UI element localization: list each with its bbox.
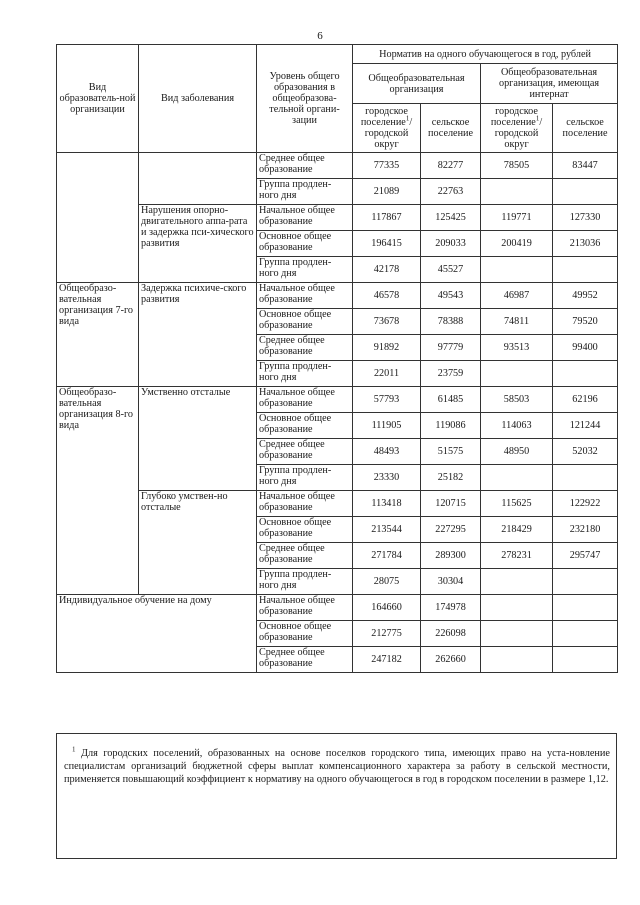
- value-cell: 278231: [481, 543, 553, 569]
- value-cell: 46578: [353, 283, 421, 309]
- level-cell: Группа продлен-ного дня: [257, 569, 353, 595]
- disease-cell: Умственно отсталые: [139, 387, 257, 491]
- disease-cell: [139, 153, 257, 205]
- footnote-ref: 1: [405, 114, 410, 123]
- header-urban-label: городское поселение: [360, 106, 408, 128]
- level-cell: Основное общее образование: [257, 621, 353, 647]
- value-cell: 42178: [353, 257, 421, 283]
- level-cell: Основное общее образование: [257, 413, 353, 439]
- value-cell: [553, 179, 618, 205]
- level-cell: Начальное общее образование: [257, 491, 353, 517]
- value-cell: 115625: [481, 491, 553, 517]
- value-cell: 91892: [353, 335, 421, 361]
- org-cell: [57, 153, 139, 283]
- value-cell: 289300: [421, 543, 481, 569]
- header-rural-boarding: сельское поселение: [553, 104, 618, 153]
- footnote-ref: 1: [535, 114, 540, 123]
- value-cell: 200419: [481, 231, 553, 257]
- value-cell: 213036: [553, 231, 618, 257]
- value-cell: [553, 647, 618, 673]
- level-cell: Среднее общее образование: [257, 543, 353, 569]
- level-cell: Среднее общее образование: [257, 153, 353, 179]
- page-number: 6: [317, 30, 323, 42]
- header-disease-type: Вид заболевания: [139, 45, 257, 153]
- value-cell: 212775: [353, 621, 421, 647]
- value-cell: 271784: [353, 543, 421, 569]
- value-cell: [553, 257, 618, 283]
- value-cell: 30304: [421, 569, 481, 595]
- level-cell: Начальное общее образование: [257, 283, 353, 309]
- value-cell: 83447: [553, 153, 618, 179]
- value-cell: 52032: [553, 439, 618, 465]
- level-cell: Начальное общее образование: [257, 205, 353, 231]
- value-cell: 226098: [421, 621, 481, 647]
- level-cell: Среднее общее образование: [257, 439, 353, 465]
- value-cell: 25182: [421, 465, 481, 491]
- table-row: [57, 387, 618, 413]
- header-urban-suffix: / городской округ: [364, 117, 413, 150]
- value-cell: 78505: [481, 153, 553, 179]
- value-cell: 97779: [421, 335, 481, 361]
- value-cell: 61485: [421, 387, 481, 413]
- value-cell: 295747: [553, 543, 618, 569]
- level-cell: Группа продлен-ного дня: [257, 179, 353, 205]
- value-cell: 28075: [353, 569, 421, 595]
- value-cell: 22011: [353, 361, 421, 387]
- value-cell: [481, 621, 553, 647]
- level-cell: Среднее общее образование: [257, 335, 353, 361]
- header-norm: Норматив на одного обучающегося в год, рублей: [353, 45, 618, 64]
- value-cell: 77335: [353, 153, 421, 179]
- disease-cell: Задержка психиче-ского развития: [139, 283, 257, 387]
- value-cell: 111905: [353, 413, 421, 439]
- value-cell: 218429: [481, 517, 553, 543]
- level-cell: Группа продлен-ного дня: [257, 361, 353, 387]
- value-cell: 196415: [353, 231, 421, 257]
- value-cell: [481, 257, 553, 283]
- value-cell: [553, 361, 618, 387]
- level-cell: Начальное общее образование: [257, 387, 353, 413]
- value-cell: 48493: [353, 439, 421, 465]
- header-boarding-org: Общеобразовательная организация, имеющая интернат: [481, 64, 618, 104]
- value-cell: [481, 465, 553, 491]
- footnote-text: Для городских поселений, образованных на основе поселков городского типа, имеющих право на уста-новление специалистам организаций бюджетной сферы выплат компенсационного характера за работу в сельской местности, применяется повышающий коэффициент к нормативу на одного обучающегося в год в городском поселении в размере 1,12.: [64, 748, 610, 786]
- value-cell: 51575: [421, 439, 481, 465]
- table-row: [57, 283, 618, 309]
- header-urban-boarding: [481, 104, 553, 153]
- value-cell: 45527: [421, 257, 481, 283]
- value-cell: 119086: [421, 413, 481, 439]
- value-cell: [481, 361, 553, 387]
- level-cell: Группа продлен-ного дня: [257, 257, 353, 283]
- value-cell: 74811: [481, 309, 553, 335]
- table-row: [57, 595, 618, 621]
- value-cell: 119771: [481, 205, 553, 231]
- level-cell: Основное общее образование: [257, 231, 353, 257]
- header-org-type: Вид образователь-ной организации: [57, 45, 139, 153]
- value-cell: 117867: [353, 205, 421, 231]
- value-cell: 127330: [553, 205, 618, 231]
- value-cell: 57793: [353, 387, 421, 413]
- value-cell: 209033: [421, 231, 481, 257]
- value-cell: 262660: [421, 647, 481, 673]
- level-cell: Начальное общее образование: [257, 595, 353, 621]
- value-cell: [481, 569, 553, 595]
- value-cell: 113418: [353, 491, 421, 517]
- value-cell: 164660: [353, 595, 421, 621]
- value-cell: [481, 647, 553, 673]
- header-urban-general: [353, 104, 421, 153]
- value-cell: 21089: [353, 179, 421, 205]
- value-cell: 23330: [353, 465, 421, 491]
- value-cell: 79520: [553, 309, 618, 335]
- value-cell: 213544: [353, 517, 421, 543]
- value-cell: 122922: [553, 491, 618, 517]
- value-cell: 48950: [481, 439, 553, 465]
- home-schooling-cell: Индивидуальное обучение на дому: [57, 595, 257, 673]
- value-cell: 49543: [421, 283, 481, 309]
- value-cell: [553, 621, 618, 647]
- disease-cell: Нарушения опорно-двигательного аппа-рата и задержка пси-хического развития: [139, 205, 257, 283]
- value-cell: 125425: [421, 205, 481, 231]
- value-cell: [553, 569, 618, 595]
- value-cell: 247182: [353, 647, 421, 673]
- value-cell: [481, 595, 553, 621]
- org-cell: Общеобразо-вательная организация 8-го вида: [57, 387, 139, 595]
- value-cell: 49952: [553, 283, 618, 309]
- value-cell: 62196: [553, 387, 618, 413]
- footnote: [64, 747, 610, 787]
- header-row-1: [57, 45, 618, 64]
- value-cell: 58503: [481, 387, 553, 413]
- value-cell: 23759: [421, 361, 481, 387]
- level-cell: Основное общее образование: [257, 309, 353, 335]
- value-cell: 73678: [353, 309, 421, 335]
- value-cell: 93513: [481, 335, 553, 361]
- header-urban-label: городское поселение: [490, 106, 538, 128]
- value-cell: 22763: [421, 179, 481, 205]
- level-cell: Среднее общее образование: [257, 647, 353, 673]
- value-cell: [481, 179, 553, 205]
- header-education-level: Уровень общего образования в общеобразова-тельной органи-зации: [257, 45, 353, 153]
- value-cell: [553, 595, 618, 621]
- level-cell: Основное общее образование: [257, 517, 353, 543]
- footnote-mark: 1: [72, 745, 76, 754]
- value-cell: 174978: [421, 595, 481, 621]
- header-general-org: Общеобразовательная организация: [353, 64, 481, 104]
- table-row: [57, 205, 618, 231]
- value-cell: 78388: [421, 309, 481, 335]
- value-cell: 227295: [421, 517, 481, 543]
- normative-table: [56, 44, 618, 673]
- level-cell: Группа продлен-ного дня: [257, 465, 353, 491]
- org-cell: Общеобразо-вательная организация 7-го вида: [57, 283, 139, 387]
- value-cell: 120715: [421, 491, 481, 517]
- table-row: [57, 153, 618, 179]
- value-cell: 121244: [553, 413, 618, 439]
- header-rural-general: сельское поселение: [421, 104, 481, 153]
- header-urban-suffix: / городской округ: [494, 117, 543, 150]
- value-cell: 232180: [553, 517, 618, 543]
- value-cell: 99400: [553, 335, 618, 361]
- disease-cell: Глубоко умствен-но отсталые: [139, 491, 257, 595]
- value-cell: 82277: [421, 153, 481, 179]
- table-row: [57, 491, 618, 517]
- value-cell: [553, 465, 618, 491]
- value-cell: 114063: [481, 413, 553, 439]
- value-cell: 46987: [481, 283, 553, 309]
